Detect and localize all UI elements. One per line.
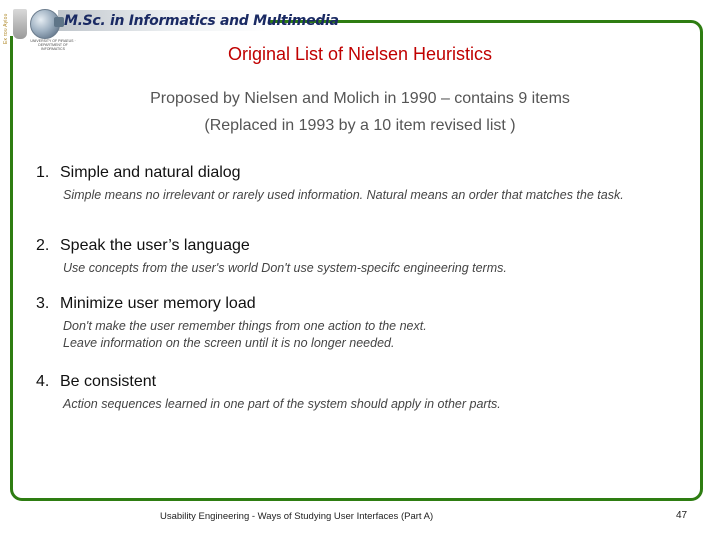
footer-text: Usability Engineering - Ways of Studying User Interfaces (Part A) [160, 511, 434, 522]
slide-title: Original List of Nielsen Heuristics [227, 44, 493, 64]
heuristic-heading [36, 372, 676, 392]
heuristic-item-1 [36, 163, 676, 204]
university-caption: UNIVERSITY OF PIRAEUS · DEPARTMENT OF INFORMATICS [30, 39, 76, 51]
heuristic-heading [36, 294, 676, 314]
heuristic-description [63, 318, 676, 352]
university-crest-icon [13, 9, 27, 39]
heuristic-heading [36, 236, 676, 256]
heuristic-description: Use concepts from the user's world Don't use system-specifc engineering terms. [63, 261, 507, 275]
heuristic-number: 3. [36, 295, 50, 312]
heuristic-title: Speak the user’s language [60, 237, 250, 254]
heuristic-item-2 [36, 236, 676, 277]
heuristic-number: 2. [36, 237, 50, 254]
globe-shadow-icon [54, 17, 64, 27]
program-logo-title: M.Sc. in Informatics and Multimedia [64, 13, 339, 29]
heuristic-title: Be consistent [60, 373, 157, 390]
heuristic-description: Simple means no irrelevant or rarely used information. Natural means an order that matches the task. [63, 188, 624, 202]
heuristic-title: Minimize user memory load [60, 295, 256, 312]
heuristic-number: 1. [36, 164, 50, 181]
subtitle-line-1: Proposed by Nielsen and Molich in 1990 – contains 9 items [150, 90, 570, 107]
heuristic-description: Action sequences learned in one part of the system should apply in other parts. [63, 397, 501, 411]
heuristic-heading [36, 163, 676, 183]
side-motto: Εκ του Αγίου [3, 13, 9, 45]
subtitle-line-2: (Replaced in 1993 by a 10 item revised list ) [204, 117, 516, 134]
description-line-2: Leave information on the screen until it is no longer needed. [63, 336, 395, 350]
heuristic-number: 4. [36, 373, 50, 390]
heuristic-item-3 [36, 294, 676, 352]
description-line-1: Don't make the user remember things from one action to the next. [63, 319, 427, 333]
heuristic-title: Simple and natural dialog [60, 164, 241, 181]
page-number: 47 [676, 510, 688, 521]
heuristic-item-4 [36, 372, 676, 413]
